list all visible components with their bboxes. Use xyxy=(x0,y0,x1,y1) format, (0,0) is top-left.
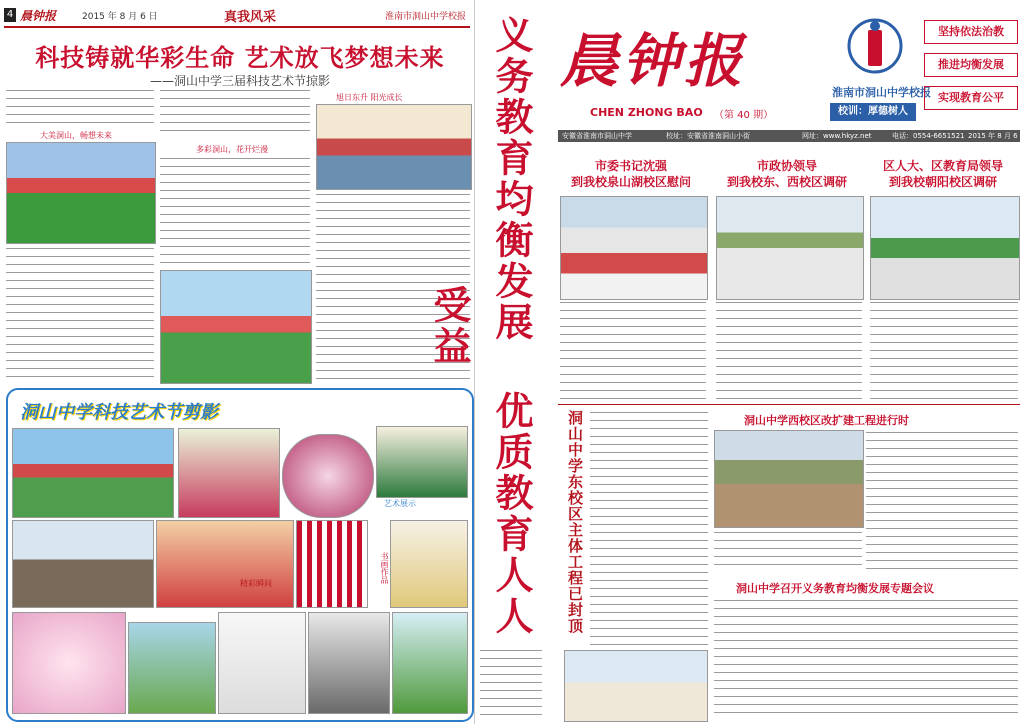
paper-name-small: 晨钟报 xyxy=(20,9,57,23)
article-text xyxy=(6,246,154,384)
article-text xyxy=(716,300,862,400)
left-subheadline: ——洞山中学三届科技艺术节掠影 xyxy=(150,74,331,88)
publisher: 淮南市洞山中学校报 xyxy=(384,12,466,22)
painting-4 xyxy=(308,612,390,714)
info-org: 安徽省淮南市洞山中学 xyxy=(562,132,632,140)
photo-caption: 大美洞山，畅想未来 xyxy=(40,131,112,140)
story-1-headline xyxy=(556,158,706,190)
art-photo-6 xyxy=(156,520,294,608)
article-text xyxy=(160,88,310,138)
article-text xyxy=(560,300,706,400)
art-photo-2 xyxy=(178,428,280,518)
story-2-headline xyxy=(712,158,862,190)
school-name: 淮南市洞山中学校报 xyxy=(832,86,931,99)
art-photo-7 xyxy=(296,520,368,608)
info-bar xyxy=(558,130,1020,152)
article-text xyxy=(590,410,708,648)
info-address: 校址：安徽省淮南洞山小街 xyxy=(666,132,750,140)
info-phone: 电话：0554-6651521 xyxy=(892,132,965,140)
article-text xyxy=(866,430,1018,570)
vertical-slogan: 义务教育均衡发展 优质教育人人受益 xyxy=(427,15,534,637)
info-date: 2015 年 8 月 6 日 xyxy=(968,132,1018,152)
story-4-photo xyxy=(714,430,864,528)
slogan-2: 推进均衡发展 xyxy=(924,53,1018,77)
painting-5 xyxy=(392,612,468,714)
stage-photo xyxy=(316,104,472,190)
masthead: 晨钟报 xyxy=(560,27,747,95)
left-headline: 科技铸就华彩生命 艺术放飞梦想未来 xyxy=(35,43,445,72)
painting-1 xyxy=(12,612,126,714)
school-motto: 校训：厚德树人 xyxy=(830,103,916,121)
art-label: 书画作品 xyxy=(380,552,389,584)
story-5-headline: 洞山中学东校区主体工程已封顶 xyxy=(566,410,584,634)
school-logo xyxy=(840,16,910,78)
art-label: 精彩瞬间 xyxy=(240,579,272,588)
story-1-line-1: 市委书记沈强 xyxy=(594,159,667,173)
slogan-3: 实现教育公平 xyxy=(924,86,1018,110)
art-section-title: 洞山中学科技艺术节剪影 xyxy=(20,402,218,423)
story-3-line-2: 到我校朝阳校区调研 xyxy=(888,175,997,189)
story-2-line-2: 到我校东、西校区调研 xyxy=(726,175,847,189)
art-photo-3 xyxy=(282,434,374,518)
divider xyxy=(558,404,1020,405)
left-page xyxy=(0,0,474,724)
story-3-photo xyxy=(870,196,1020,300)
art-photo-5 xyxy=(12,520,154,608)
article-text xyxy=(160,156,310,268)
story-3-headline xyxy=(866,158,1020,190)
art-label: 艺术展示 xyxy=(384,499,416,508)
story-1-photo xyxy=(560,196,708,300)
issue-date: 2015 年 8 月 6 日 xyxy=(82,12,158,22)
article-text xyxy=(714,598,1018,718)
slogan-list xyxy=(924,20,1018,119)
photo-caption: 旭日东升 阳光成长 xyxy=(336,93,403,102)
article-text xyxy=(714,530,862,570)
slogan-1: 坚持依法治教 xyxy=(924,20,1018,44)
story-2-photo xyxy=(716,196,864,300)
art-photo-8 xyxy=(390,520,468,608)
story-4-headline: 洞山中学西校区改扩建工程进行时 xyxy=(744,414,909,427)
photo-caption: 多彩洞山，花开烂漫 xyxy=(196,145,268,154)
story-5-photo xyxy=(564,650,708,722)
section-title: 真我风采 xyxy=(224,10,277,25)
story-3-line-1: 区人大、区教育局领导 xyxy=(882,159,1003,173)
article-text xyxy=(6,88,154,128)
performance-photo xyxy=(160,270,312,384)
left-page-header xyxy=(4,6,470,28)
story-2-line-1: 市政协领导 xyxy=(756,159,817,173)
article-text xyxy=(870,300,1018,400)
issue-number: （第 40 期） xyxy=(714,110,774,121)
masthead-pinyin: CHEN ZHONG BAO xyxy=(590,106,703,119)
art-photo-1 xyxy=(12,428,174,518)
info-website: 网址：www.hkyz.net xyxy=(802,132,872,140)
story-1-line-2: 到我校泉山湖校区慰问 xyxy=(570,175,691,189)
painting-3 xyxy=(218,612,306,714)
editorial-credits xyxy=(480,648,542,720)
story-6-headline: 洞山中学召开义务教育均衡发展专题会议 xyxy=(736,582,934,595)
art-photo-4 xyxy=(376,426,468,498)
page-number: 4 xyxy=(4,8,16,22)
painting-2 xyxy=(128,622,216,714)
festival-photo xyxy=(6,142,156,244)
